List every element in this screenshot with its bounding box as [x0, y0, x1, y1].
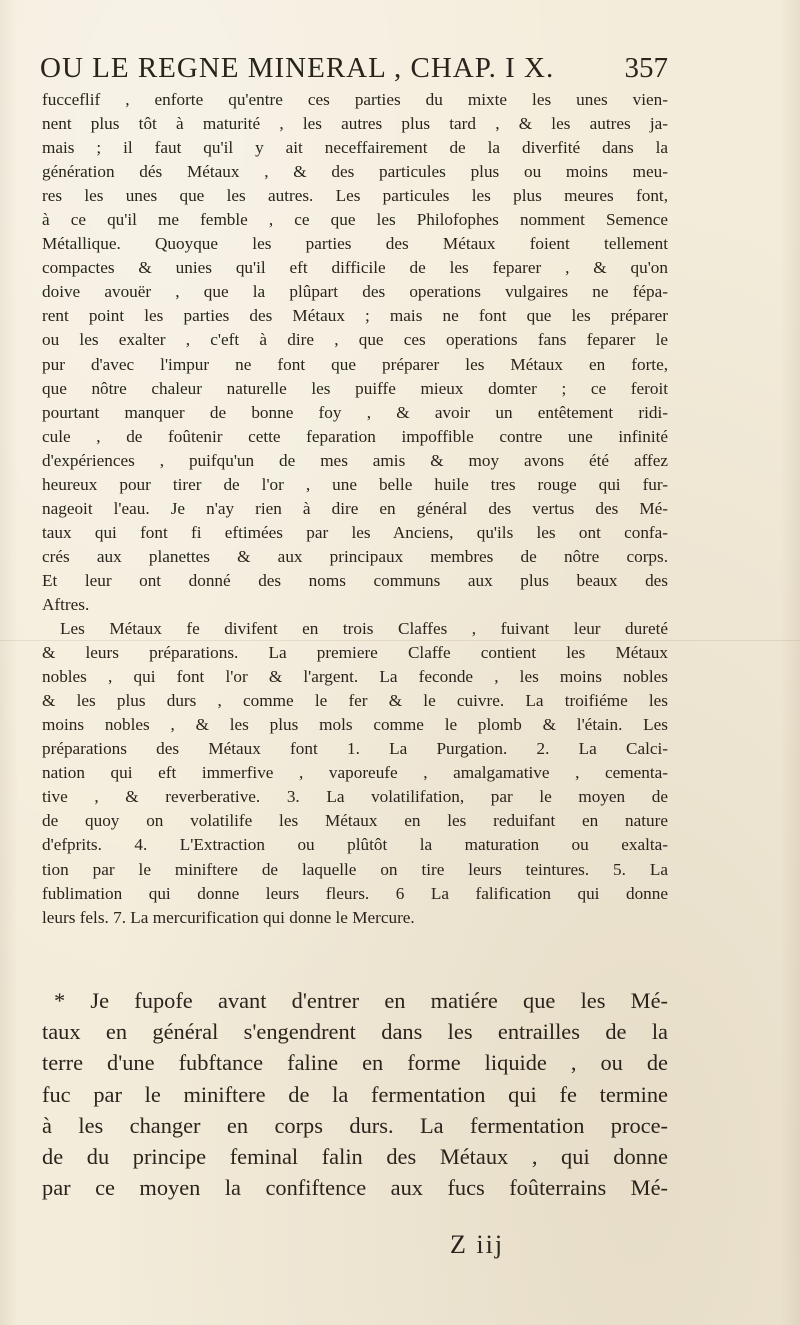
text-line: nobles , qui font l'or & l'argent. La feconde , les moins nobles — [42, 667, 668, 687]
text-line: nageoit l'eau. Je n'ay rien à dire en général des vertus des Mé- — [42, 498, 668, 518]
text-line: Métallique. Quoyque les parties des Métaux foient tellement — [42, 234, 668, 254]
paragraph-2 — [42, 617, 668, 930]
text-line: fublimation qui donne leurs fleurs. 6 La falification qui donne — [42, 883, 668, 903]
text-line: nation qui eft immerfive , vaporeufe , amalgamative , cementa- — [42, 763, 668, 783]
text-line: crés aux planettes & aux principaux membres de nôtre corps. — [42, 546, 668, 566]
text-line: cule , de foûtenir cette feparation impoffible contre une infinité — [42, 426, 668, 446]
text-line: * Je fupofe avant d'entrer en matiére que les Mé- — [54, 988, 668, 1013]
text-line: fucceflif , enforte qu'entre ces parties du mixte les unes vien- — [42, 90, 668, 109]
text-line: de quoy on volatilife les Métaux en les reduifant en nature — [42, 811, 668, 831]
text-line: tion par le miniftere de laquelle on tire leurs teintures. 5. La — [42, 859, 668, 879]
text-line: heureux pour tirer de l'or , une belle huile tres rouge qui fur- — [42, 474, 668, 494]
text-line: à les changer en corps durs. La fermentation proce- — [42, 1112, 668, 1138]
text-line: & leurs préparations. La premiere Claffe contient les Métaux — [42, 643, 668, 663]
text-line: tive , & reverberative. 3. La volatilifation, par le moyen de — [42, 787, 668, 807]
text-line: doive avouër , que la plûpart des operations vulgaires ne fépa- — [42, 282, 668, 302]
text-line: de du principe feminal falin des Métaux , qui donne — [42, 1143, 668, 1169]
page-header — [40, 52, 668, 92]
text-line: terre d'une fubftance faline en forme liquide , ou de — [42, 1050, 668, 1076]
text-line: pur d'avec l'impur ne font que préparer les Métaux en forte, — [42, 354, 668, 374]
text-line: à ce qu'il me femble , ce que les Philofophes nomment Semence — [42, 210, 668, 230]
text-line: Aftres. — [42, 594, 90, 614]
text-line: mais ; il faut qu'il y ait neceffairement de la diverfité dans la — [42, 138, 668, 158]
text-line: d'expériences , puifqu'un de mes amis & moy avons été affez — [42, 450, 668, 470]
main-text — [42, 88, 668, 930]
text-line: pourtant manquer de bonne foy , & avoir un entêtement ridi- — [42, 402, 668, 422]
text-line: d'efprits. 4. L'Extraction ou plûtôt la maturation ou exalta- — [42, 835, 668, 855]
text-line: génération dés Métaux , & des particules plus ou moins meu- — [42, 162, 668, 182]
text-line: res les unes que les autres. Les particules les plus meures font, — [42, 186, 668, 206]
text-line: par ce moyen la confiftence aux fucs foûterrains Mé- — [42, 1175, 668, 1201]
text-line: Les Métaux fe divifent en trois Claffes , fuivant leur dureté — [60, 619, 668, 639]
paragraph-1 — [42, 88, 668, 617]
signature-mark: Z iij — [450, 1230, 505, 1259]
text-line: préparations des Métaux font 1. La Purgation. 2. La Calci- — [42, 739, 668, 759]
text-line: leurs fels. 7. La mercurification qui donne le Mercure. — [42, 907, 415, 927]
text-line: moins nobles , & les plus mols comme le plomb & l'étain. Les — [42, 715, 668, 735]
text-line: taux en général s'engendrent dans les entrailles de la — [42, 1019, 668, 1045]
running-title: OU LE REGNE MINERAL , CHAP. I X. — [40, 52, 555, 84]
text-line: compactes & unies qu'il eft difficile de les feparer , & qu'on — [42, 258, 668, 278]
text-line: rent point les parties des Métaux ; mais ne font que les préparer — [42, 306, 668, 326]
text-line: fuc par le miniftere de la fermentation qui fe termine — [42, 1081, 668, 1107]
text-line: taux qui font fi eftimées par les Anciens, qu'ils les ont confa- — [42, 522, 668, 542]
page-number: 357 — [624, 52, 668, 84]
text-line: nent plus tôt à maturité , les autres plus tard , & les autres ja- — [42, 114, 668, 134]
text-line: Et leur ont donné des noms communs aux plus beaux des — [42, 570, 668, 590]
large-print-paragraph — [42, 985, 668, 1203]
text-line: que nôtre chaleur naturelle les puiffe mieux domter ; ce feroit — [42, 378, 668, 398]
text-line: & les plus durs , comme le fer & le cuivre. La troifiéme les — [42, 691, 668, 711]
text-line: ou les exalter , c'eft à dire , que ces operations fans feparer le — [42, 330, 668, 350]
